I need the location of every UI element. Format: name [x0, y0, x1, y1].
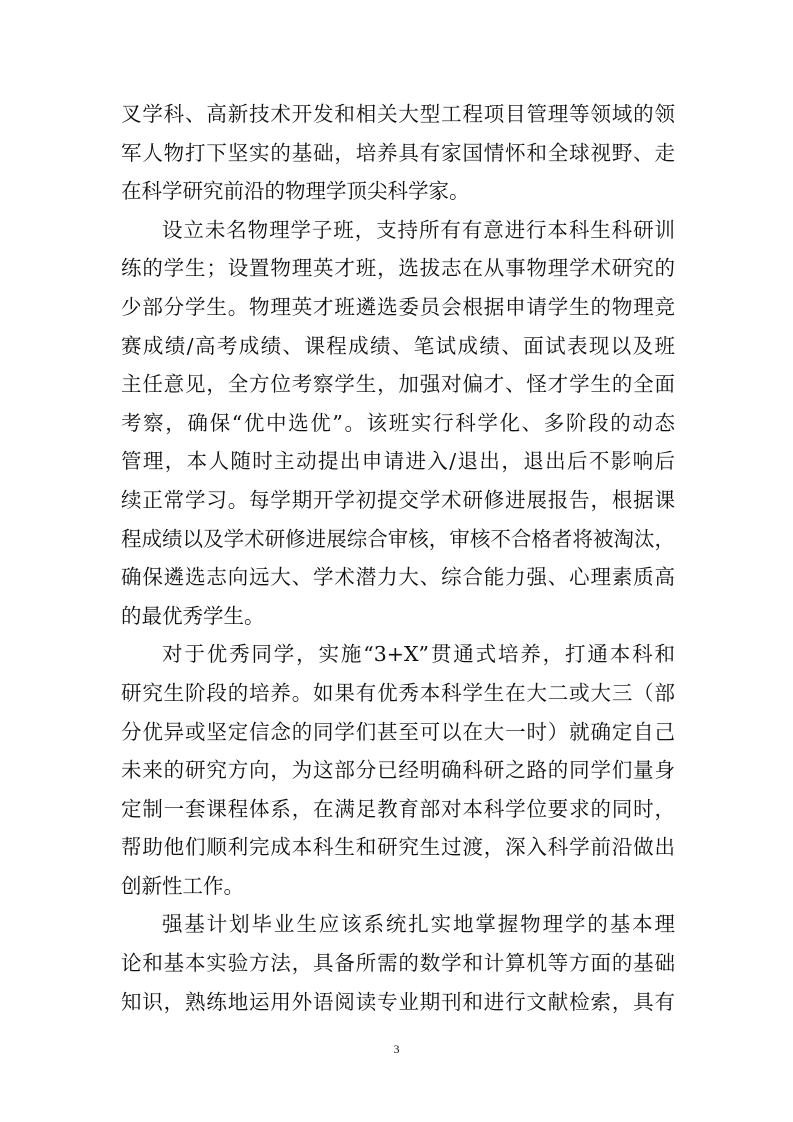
text-line: 创新性工作。	[121, 873, 244, 898]
text-line: 赛成绩/高考成绩、课程成绩、笔试成绩、面试表现以及班	[121, 333, 675, 358]
text-line: 管理，本人随时主动提出申请进入/退出，退出后不影响后	[121, 449, 675, 474]
text-line: 强基计划毕业生应该系统扎实地掌握物理学的基本理	[162, 912, 675, 937]
text-line: 定制一套课程体系，在满足教育部对本科学位要求的同时，	[121, 796, 675, 821]
text-line: 程成绩以及学术研修进展综合审核，审核不合格者将被淘汰，	[121, 526, 675, 551]
text-line: 叉学科、高新技术开发和相关大型工程项目管理等领域的领	[121, 102, 675, 126]
text-line: 主任意见，全方位考察学生，加强对偏才、怪才学生的全面	[121, 372, 675, 397]
text-line: 论和基本实验方法，具备所需的数学和计算机等方面的基础	[121, 951, 675, 976]
text-line: 在科学研究前沿的物理学顶尖科学家。	[121, 179, 470, 204]
text-line: 研究生阶段的培养。如果有优秀本科学生在大二或大三（部	[121, 680, 675, 705]
page-number: 3	[393, 1042, 400, 1056]
text-line: 帮助他们顺利完成本科生和研究生过渡，深入科学前沿做出	[121, 835, 675, 860]
text-line: 续正常学习。每学期开学初提交学术研修进展报告，根据课	[121, 487, 675, 512]
text-line: 未来的研究方向，为这部分已经明确科研之路的同学们量身	[121, 758, 675, 783]
text-line: 的最优秀学生。	[121, 603, 265, 628]
text-line: 确保遴选志向远大、学术潜力大、综合能力强、心理素质高	[121, 565, 675, 590]
text-line: 练的学生；设置物理英才班，选拔志在从事物理学术研究的	[121, 256, 675, 281]
text-line: 设立未名物理学子班，支持所有有意进行本科生科研训	[162, 217, 675, 242]
text-line: 军人物打下坚实的基础，培养具有家国情怀和全球视野、走	[121, 140, 675, 165]
text-line: 少部分学生。物理英才班遴选委员会根据申请学生的物理竞	[121, 294, 675, 319]
text-line: 对于优秀同学，实施“3+X”贯通式培养，打通本科和	[162, 642, 675, 667]
body-text	[121, 95, 675, 1021]
text-line: 分优异或坚定信念的同学们甚至可以在大一时）就确定自己	[121, 719, 675, 744]
text-line: 知识，熟练地运用外语阅读专业期刊和进行文献检索，具有	[121, 989, 675, 1014]
text-line: 考察，确保“优中选优”。该班实行科学化、多阶段的动态	[121, 410, 675, 435]
